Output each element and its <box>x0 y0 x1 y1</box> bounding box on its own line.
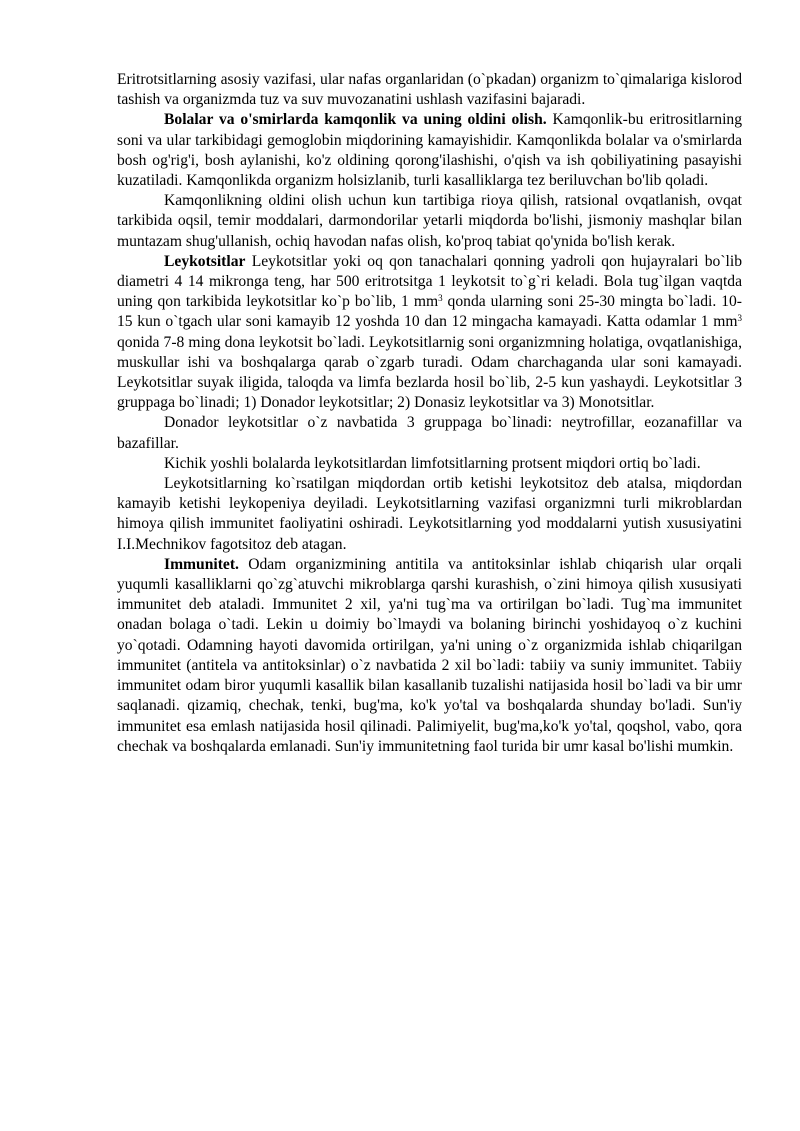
document-page <box>117 70 742 757</box>
paragraph-text: Leykotsitlar yoki oq qon tanachalari qonning yadroli qon hujayralari bo`lib diametri 4 14 mikronga teng, har 500 eritrotsitga 1 leykotsit to`g`ri keladi. Bola tug`ilgan vaqtda uning qon tarkibida leykotsitlar ko`p bo`lib, 1 mm <box>117 252 742 311</box>
paragraph-text: Leykotsitlarning ko`rsatilgan miqdordan ortib ketishi leykotsitoz deb atalsa, miqdordan kamayib ketishi leykopeniya deyiladi. Leykotsitlarning vazifasi organizmni turli mikroblardan himoya qilish immunitet faoliyatini oshiradi. Leykotsitlarning yod moddalarni yutish xususiyatini I.I.Mechnikov fagotsitoz deb atagan. <box>117 475 742 553</box>
paragraph-text: Eritrotsitlarning asosiy vazifasi, ular nafas organlaridan (o`pkadan) organizm to`qimalariga kislorod tashish va organizmda tuz va suv muvozanatini ushlash vazifasini bajaradi. <box>117 71 742 109</box>
paragraph-text: qonida 7-8 ming dona leykotsit bo`ladi. Leykotsitlarnig soni organizmning holatiga, ovqatlanishiga, muskullar ishi va boshqalarga qarab o`zgarb turadi. Odam charchaganda ular soni kamayadi. Leykotsitlar suyak iligida, taloqda va limfa bezlarda hosil bo`lib, 2-5 kun yashaydi. Leykotsitlar 3 gruppaga bo`linadi; 1) Donador leykotsitlar; 2) Donasiz leykotsitlar va 3) Monotsitlar. <box>117 333 742 412</box>
paragraph-text: qonda ularning soni 25-30 mingta bo`ladi. 10-15 kun o`tgach ular soni kamayib 12 yoshda 10 dan 12 mingacha kamayadi. Katta odamlar 1 mm <box>117 293 742 331</box>
paragraph-leukocytes <box>117 252 742 414</box>
superscript: 3 <box>438 293 443 304</box>
paragraph-erythrocyte-function <box>117 70 742 110</box>
paragraph-anemia-prevention <box>117 191 742 252</box>
section-heading-immunity: Immunitet. <box>164 555 239 573</box>
paragraph-text: Donador leykotsitlar o`z navbatida 3 gruppaga bo`linadi: neytrofillar, eozanafillar va bazafillar. <box>117 414 742 452</box>
paragraph-text: Kamqonlik-bu eritrositlarning soni va ular tarkibidagi gemoglobin miqdorining kamayishidir. Kamqonlikda bolalar va o'smirlarda bosh og'rig'i, bosh aylanishi, ko'z oldining qorong'ilashishi, o'qish va ish qobiliyatining pasayishi kuzatiladi. Kamqonlikda organizm holsizlanib, turli kasalliklarga tez beriluvchan bo'lib qoladi. <box>117 111 742 190</box>
paragraph-text: Kichik yoshli bolalarda leykotsitlardan limfotsitlarning protsent miqdori ortiq bo`ladi. <box>164 454 701 472</box>
paragraph-immunity <box>117 555 742 757</box>
section-heading-anemia: Bolalar va o'smirlarda kamqonlik va uning oldini olish. <box>164 111 547 129</box>
paragraph-lymphocytes <box>117 454 742 474</box>
paragraph-leukocytosis <box>117 474 742 555</box>
paragraph-text: Kamqonlikning oldini olish uchun kun tartibiga rioya qilish, ratsional ovqatlanish, ovqat tarkibida oqsil, temir moddalari, darmondorilar yetarli miqdorda bo'lishi, jismoniy mashqlar bilan muntazam shug'ullanish, ochiq havodan nafas olish, ko'proq tabiat qo'ynida bo'lish kerak. <box>117 192 742 250</box>
paragraph-granular-leukocytes <box>117 413 742 453</box>
paragraph-anemia <box>117 110 742 191</box>
paragraph-text: Odam organizmining antitila va antitoksinlar ishlab chiqarish ular orqali yuqumli kasalliklarni qo`zg`atuvchi mikroblarga qarshi kurashish, o`zini himoya qilish xususiyati immunitet deb ataladi. Immunitet 2 xil, ya'ni tug`ma va ortirilgan bo`ladi. Tug`ma immunitet onadan bolaga o`tadi. Lekin u doimiy bo`lmaydi va bolaning birinchi yoshidayoq o`z kuchini yo`qotadi. Odamning hayoti davomida ortirilgan, ya'ni uning o`z organizmida ishlab chiqarilgan immunitet (antitela va antitoksinlar) o`z navbatida 2 xil bo`ladi: tabiiy va suniy immunitet. Tabiiy immunitet odam biror yuqumli kasallik bilan kasallanib tuzalishi natijasida hosil bo`ladi va bir umr saqlanadi. qizamiq, chechak, tenki, bug'ma, ko'k yo'tal va boshqalarda shunday bo'ladi. Sun'iy immunitet esa emlash natijasida hosil qilinadi. Palimiyelit, bug'ma,ko'k yo'tal, qoqshol, vabo, qora chechak va boshqalarda emlanadi. Sun'iy immunitetning faol turida bir umr kasal bo'lishi mumkin. <box>117 555 742 755</box>
superscript: 3 <box>737 313 742 324</box>
section-heading-leukocytes: Leykotsitlar <box>164 252 246 270</box>
